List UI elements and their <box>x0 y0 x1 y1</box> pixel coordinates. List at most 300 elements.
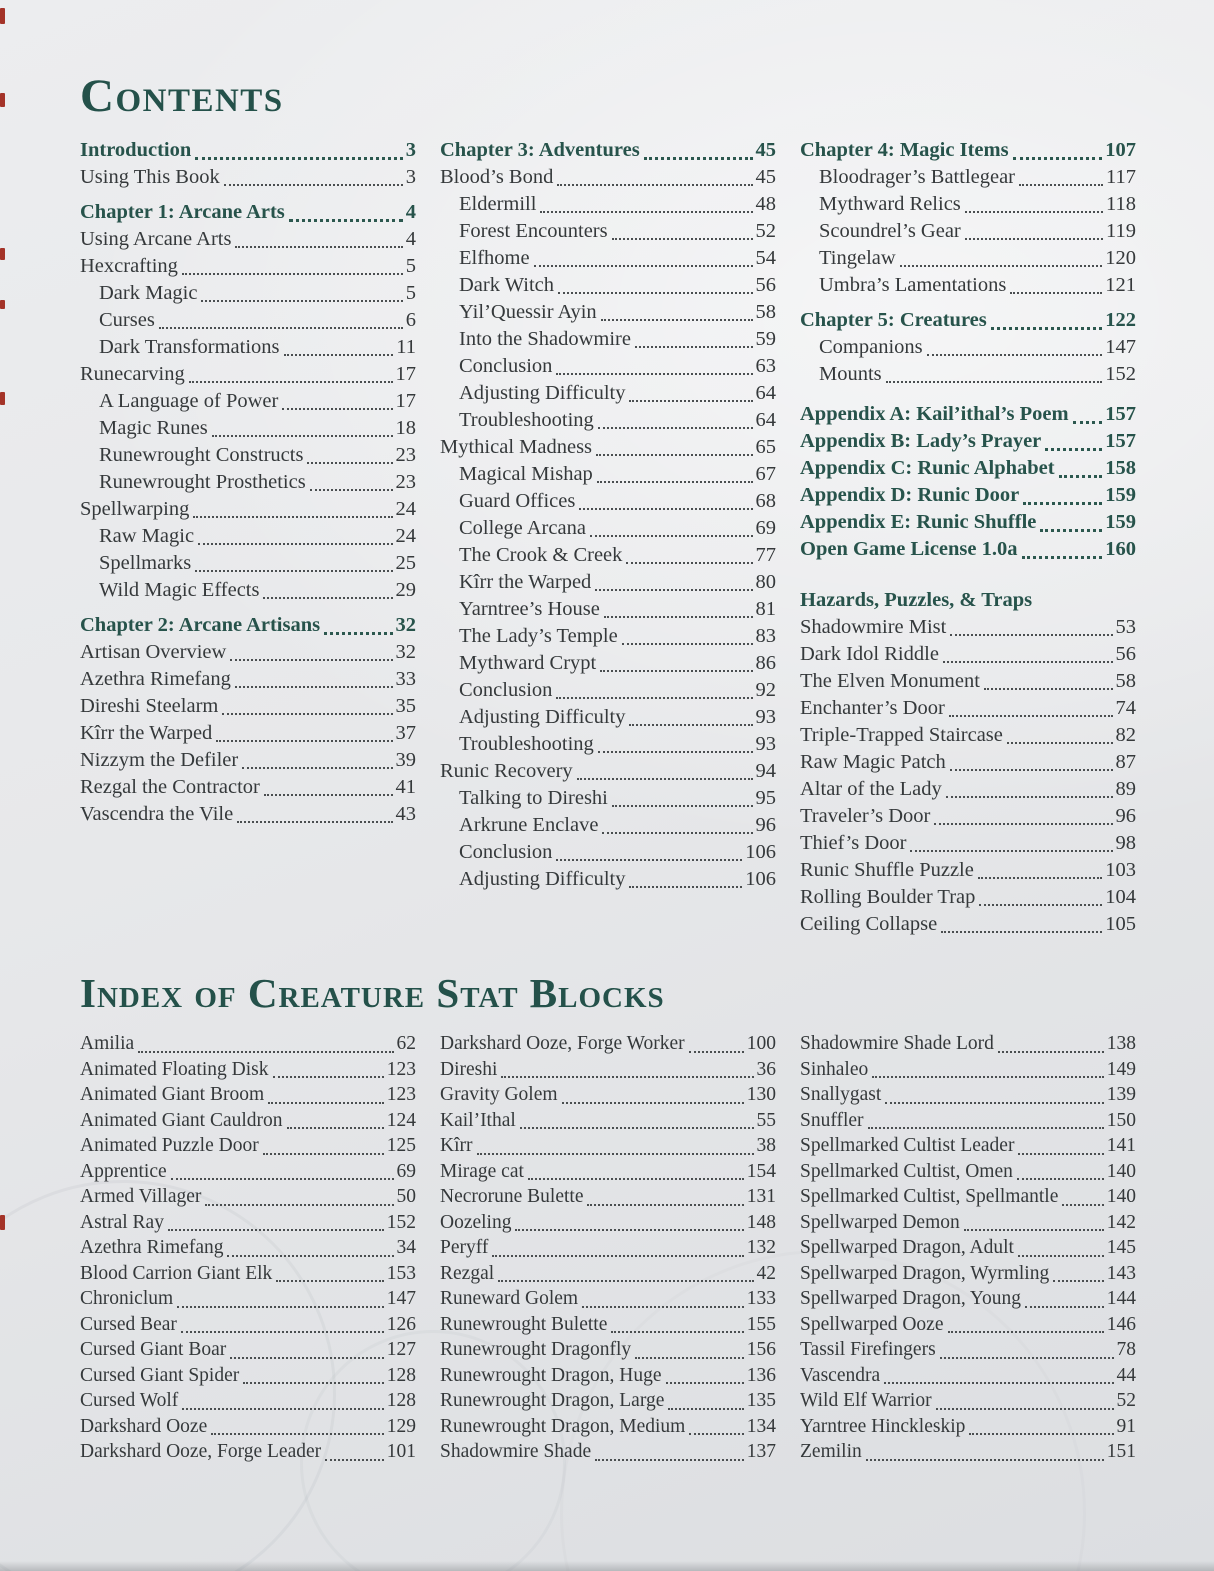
entry-label: Amilia <box>80 1033 135 1055</box>
page-number: 131 <box>746 1186 776 1208</box>
page-number: 157 <box>1105 430 1136 453</box>
dot-leader <box>868 1127 1104 1129</box>
entry-label: Yil’Quessir Ayin <box>459 301 597 324</box>
entry-label: Direshi Steelarm <box>80 695 219 718</box>
page-number: 24 <box>395 525 416 548</box>
page-number: 95 <box>755 787 776 810</box>
entry-label: Dark Idol Riddle <box>800 643 939 666</box>
page-number: 32 <box>395 614 416 637</box>
toc-entry-row <box>80 801 416 828</box>
entry-label: Yarntree Hinckleskip <box>800 1415 966 1437</box>
toc-entry-row <box>80 1388 416 1414</box>
entry-label: Kail’Ithal <box>440 1109 516 1131</box>
dot-leader <box>622 643 753 645</box>
entry-label: Cursed Giant Boar <box>80 1339 227 1361</box>
dot-leader <box>927 354 1103 356</box>
page-number: 63 <box>755 355 776 378</box>
toc-entry-row <box>80 666 416 693</box>
dot-leader <box>612 805 753 807</box>
entry-label: Guard Offices <box>459 490 576 513</box>
entry-label: Snuffler <box>800 1109 864 1131</box>
page-number: 41 <box>395 776 416 799</box>
toc-entry-row <box>440 758 776 785</box>
page-number: 101 <box>386 1441 416 1463</box>
dot-leader <box>1007 742 1113 744</box>
dot-leader <box>629 400 752 402</box>
toc-entry-row <box>80 1363 416 1389</box>
toc-entry-row <box>80 1184 416 1210</box>
toc-entry-row <box>440 1363 776 1389</box>
toc-entry-row <box>440 1057 776 1083</box>
dot-leader <box>602 832 752 834</box>
entry-label: Magic Runes <box>99 417 208 440</box>
dot-leader <box>212 435 393 437</box>
entry-label: Rolling Boulder Trap <box>800 886 976 909</box>
page-number: 32 <box>395 641 416 664</box>
dot-leader <box>235 246 402 248</box>
toc-entry-row <box>80 1210 416 1236</box>
dot-leader <box>195 157 402 160</box>
page-number: 128 <box>386 1364 416 1386</box>
entry-label: Bloodrager’s Battlegear <box>819 166 1016 189</box>
entry-label: Spellmarked Cultist Leader <box>800 1135 1015 1157</box>
toc-entry-row <box>440 218 776 245</box>
page-number: 103 <box>1105 859 1136 882</box>
entry-label: Mythward Crypt <box>459 652 597 675</box>
creature-index <box>80 1031 1136 1465</box>
entry-label: Vascendra <box>800 1364 881 1386</box>
page-number: 123 <box>386 1084 416 1106</box>
dot-leader <box>558 292 752 294</box>
entry-label: Tassil Firefingers <box>800 1339 936 1361</box>
toc-entry-row <box>80 774 416 801</box>
page-number: 156 <box>746 1339 776 1361</box>
entry-label: Azethra Rimefang <box>80 668 231 691</box>
entry-label: Chroniclum <box>80 1288 174 1310</box>
entry-label: Runecarving <box>80 363 185 386</box>
entry-label: Troubleshooting <box>459 733 594 756</box>
dot-leader <box>193 516 392 518</box>
entry-label: A Language of Power <box>99 390 279 413</box>
page-number: 23 <box>395 444 416 467</box>
page-number: 158 <box>1105 457 1136 480</box>
toc-entry-row <box>800 1210 1136 1236</box>
entry-label: Yarntree’s House <box>459 598 600 621</box>
dot-leader <box>284 354 394 356</box>
toc-entry-row <box>80 1439 416 1465</box>
dot-leader <box>282 408 392 410</box>
toc-entry-row <box>800 1439 1136 1465</box>
dot-leader <box>1022 556 1103 559</box>
entry-label: Astral Ray <box>80 1211 164 1233</box>
dot-leader <box>872 1076 1104 1078</box>
page-number: 147 <box>1105 336 1136 359</box>
entry-label: The Crook & Creek <box>459 544 623 567</box>
toc-entry-row <box>800 803 1136 830</box>
dot-leader <box>289 219 403 222</box>
dot-leader <box>498 1280 753 1282</box>
entry-label: Rezgal <box>440 1262 495 1284</box>
page-number: 128 <box>386 1390 416 1412</box>
dot-leader <box>263 1153 384 1155</box>
page-number: 4 <box>405 228 416 251</box>
dot-leader <box>941 931 1102 933</box>
dot-leader <box>629 724 752 726</box>
entry-label: Cursed Giant Spider <box>80 1364 240 1386</box>
toc-chapter-row <box>800 536 1136 563</box>
dot-leader <box>886 381 1103 383</box>
toc-entry-row <box>800 245 1136 272</box>
dot-leader <box>222 713 392 715</box>
page-number: 64 <box>755 382 776 405</box>
toc-entry-row <box>800 1057 1136 1083</box>
toc-entry-row <box>440 1031 776 1057</box>
dot-leader <box>635 1357 744 1359</box>
entry-label: Thief’s Door <box>800 832 907 855</box>
entry-label: Chapter 1: Arcane Arts <box>80 201 285 224</box>
dot-leader <box>324 632 392 635</box>
entry-label: Darkshard Ooze, Forge Leader <box>80 1441 322 1463</box>
entry-label: Adjusting Difficulty <box>459 382 626 405</box>
page-number: 93 <box>755 733 776 756</box>
toc-entry-row <box>440 326 776 353</box>
entry-label: Companions <box>819 336 923 359</box>
dot-leader <box>1018 1255 1104 1257</box>
page-number: 159 <box>1105 484 1136 507</box>
toc-entry-row <box>440 407 776 434</box>
dot-leader <box>1023 502 1102 505</box>
entry-label: Kîrr the Warped <box>80 722 213 745</box>
dot-leader <box>969 1433 1113 1435</box>
page-number: 157 <box>1105 403 1136 426</box>
entry-label: Apprentice <box>80 1160 167 1182</box>
entry-label: Shadowmire Mist <box>800 616 947 639</box>
entry-label: Conclusion <box>459 679 553 702</box>
page-number: 121 <box>1105 274 1136 297</box>
page-number: 160 <box>1105 538 1136 561</box>
toc-entry-row <box>800 1133 1136 1159</box>
page-number: 36 <box>756 1058 776 1080</box>
entry-label: Shadowmire Shade Lord <box>800 1033 994 1055</box>
dot-leader <box>242 767 392 769</box>
dot-leader <box>205 1204 393 1206</box>
entry-label: Raw Magic Patch <box>800 751 946 774</box>
entry-label: Runeward Golem <box>440 1288 579 1310</box>
toc-entry-row <box>80 1031 416 1057</box>
toc-entry-row <box>800 1414 1136 1440</box>
toc-entry-row <box>80 469 416 496</box>
entry-label: Spellmarked Cultist, Omen <box>800 1160 1013 1182</box>
entry-label: Blood’s Bond <box>440 166 554 189</box>
page-number: 5 <box>405 282 416 305</box>
page-number: 43 <box>395 803 416 826</box>
toc-entry-row <box>440 488 776 515</box>
dot-leader <box>668 1408 743 1410</box>
toc-entry-row <box>80 1159 416 1185</box>
entry-label: Chapter 2: Arcane Artisans <box>80 614 321 637</box>
toc-entry-row <box>800 164 1136 191</box>
dot-leader <box>520 1127 754 1129</box>
page-number: 65 <box>755 436 776 459</box>
toc-entry-row <box>800 695 1136 722</box>
entry-label: Necrorune Bulette <box>440 1186 584 1208</box>
page-number: 153 <box>386 1262 416 1284</box>
dot-leader <box>984 688 1113 690</box>
entry-label: Chapter 3: Adventures <box>440 139 640 162</box>
entry-label: Runewrought Bulette <box>440 1313 608 1335</box>
dot-leader <box>211 1433 384 1435</box>
page-number: 55 <box>756 1109 776 1131</box>
toc-entry-row <box>440 812 776 839</box>
dot-leader <box>611 1331 743 1333</box>
dot-leader <box>216 740 392 742</box>
entry-label: Triple-Trapped Staircase <box>800 724 1003 747</box>
page-number: 83 <box>755 625 776 648</box>
dot-leader <box>307 462 392 464</box>
entry-label: Runewrought Dragon, Medium <box>440 1415 686 1437</box>
page-number: 50 <box>396 1186 416 1208</box>
dot-leader <box>601 319 753 321</box>
dot-leader <box>1013 157 1103 160</box>
entry-label: Shadowmire Shade <box>440 1441 592 1463</box>
entry-label: Curses <box>99 309 155 332</box>
dot-leader <box>666 1382 744 1384</box>
entry-label: Traveler’s Door <box>800 805 931 828</box>
entry-label: Into the Shadowmire <box>459 328 631 351</box>
dot-leader <box>224 184 403 186</box>
dot-leader <box>1073 421 1103 424</box>
page-number: 135 <box>746 1390 776 1412</box>
toc-entry-row <box>800 191 1136 218</box>
entry-label: Zemilin <box>800 1441 862 1463</box>
dot-leader <box>182 273 403 275</box>
toc-entry-row <box>440 542 776 569</box>
page-number: 82 <box>1115 724 1136 747</box>
page-number: 38 <box>756 1135 776 1157</box>
dot-leader <box>595 1459 744 1461</box>
entry-label: Runic Shuffle Puzzle <box>800 859 974 882</box>
entry-label: Runewrought Prosthetics <box>99 471 306 494</box>
page-number: 119 <box>1106 220 1136 243</box>
page-number: 37 <box>395 722 416 745</box>
toc-entry-row <box>80 1261 416 1287</box>
entry-label: Adjusting Difficulty <box>459 706 626 729</box>
page-number: 123 <box>386 1058 416 1080</box>
contents-title: Contents <box>80 70 284 122</box>
entry-label: Armed Villager <box>80 1186 202 1208</box>
page-number: 74 <box>1115 697 1136 720</box>
dot-leader <box>934 823 1112 825</box>
dot-leader <box>1062 1204 1103 1206</box>
toc-entry-row <box>800 1235 1136 1261</box>
dot-leader <box>598 427 753 429</box>
dot-leader <box>1019 184 1103 186</box>
toc-entry-row <box>80 747 416 774</box>
toc-entry-row <box>440 1414 776 1440</box>
entry-label: Spellmarked Cultist, Spellmantle <box>800 1186 1059 1208</box>
dot-leader <box>138 1051 393 1053</box>
dot-leader <box>263 597 392 599</box>
dot-leader <box>540 211 752 213</box>
toc-entry-row <box>440 1184 776 1210</box>
toc-entry-row <box>440 650 776 677</box>
dot-leader <box>182 1408 383 1410</box>
entry-label: Dark Magic <box>99 282 198 305</box>
entry-label: College Arcana <box>459 517 586 540</box>
dot-leader <box>534 265 753 267</box>
page-number: 42 <box>756 1262 776 1284</box>
dot-leader <box>159 327 403 329</box>
dot-leader <box>950 769 1113 771</box>
toc-entry-row <box>800 722 1136 749</box>
dot-leader <box>492 1255 743 1257</box>
page-number: 137 <box>746 1441 776 1463</box>
page-number: 104 <box>1105 886 1136 909</box>
entry-label: Open Game License 1.0a <box>800 538 1018 561</box>
entry-label: Using Arcane Arts <box>80 228 232 251</box>
dot-leader <box>168 1229 384 1231</box>
dot-leader <box>557 184 752 186</box>
page-number: 105 <box>1105 913 1136 936</box>
dot-leader <box>195 570 392 572</box>
entry-label: Using This Book <box>80 166 220 189</box>
entry-label: Artisan Overview <box>80 641 227 664</box>
toc-entry-row <box>80 523 416 550</box>
toc-entry-row <box>800 614 1136 641</box>
toc-chapter-row <box>80 612 416 639</box>
page-number: 34 <box>396 1237 416 1259</box>
page-number: 96 <box>1115 805 1136 828</box>
page-number: 117 <box>1106 166 1136 189</box>
entry-label: Runewrought Constructs <box>99 444 304 467</box>
page-number: 35 <box>395 695 416 718</box>
entry-label: Conclusion <box>459 355 553 378</box>
entry-label: Darkshard Ooze, Forge Worker <box>440 1033 685 1055</box>
page-number: 45 <box>755 166 776 189</box>
dot-leader <box>629 886 742 888</box>
page-number: 140 <box>1106 1186 1136 1208</box>
page-number: 120 <box>1105 247 1136 270</box>
page-number: 94 <box>755 760 776 783</box>
entry-label: Appendix D: Runic Door <box>800 484 1020 507</box>
entry-label: Azethra Rimefang <box>80 1237 224 1259</box>
dot-leader <box>201 300 402 302</box>
index-column-1 <box>80 1031 416 1465</box>
dot-leader <box>635 346 753 348</box>
dot-leader <box>612 238 753 240</box>
toc-entry-row <box>80 415 416 442</box>
entry-label: Arkrune Enclave <box>459 814 599 837</box>
page-number: 145 <box>1106 1237 1136 1259</box>
entry-label: Introduction <box>80 139 192 162</box>
toc-entry-row <box>440 380 776 407</box>
entry-label: Sinhaleo <box>800 1058 869 1080</box>
toc-entry-row <box>80 164 416 191</box>
toc-entry-row <box>440 353 776 380</box>
page-number: 18 <box>395 417 416 440</box>
toc-entry-row <box>800 1108 1136 1134</box>
toc-entry-row <box>440 704 776 731</box>
page-number: 159 <box>1105 511 1136 534</box>
entry-label: Troubleshooting <box>459 409 594 432</box>
dot-leader <box>600 670 752 672</box>
dot-leader <box>943 661 1113 663</box>
toc-entry-row <box>800 1388 1136 1414</box>
toc-entry-row <box>800 1082 1136 1108</box>
entry-label: Wild Magic Effects <box>99 579 260 602</box>
toc-entry-row <box>80 550 416 577</box>
entry-label: Altar of the Lady <box>800 778 942 801</box>
dot-leader <box>477 1153 754 1155</box>
toc-entry-row <box>80 1312 416 1338</box>
dot-leader <box>689 1051 744 1053</box>
dot-leader <box>198 543 392 545</box>
page-number: 39 <box>395 749 416 772</box>
page-number: 143 <box>1106 1262 1136 1284</box>
toc-entry-row <box>440 515 776 542</box>
entry-label: The Lady’s Temple <box>459 625 618 648</box>
page-number: 44 <box>1116 1364 1136 1386</box>
page-number: 64 <box>755 409 776 432</box>
entry-label: Spellwarped Demon <box>800 1211 960 1233</box>
page-number: 56 <box>1115 643 1136 666</box>
page-number: 152 <box>386 1211 416 1233</box>
dot-leader <box>626 562 752 564</box>
dot-leader <box>230 659 392 661</box>
page-number: 148 <box>746 1211 776 1233</box>
toc-entry-row <box>440 164 776 191</box>
page-number: 52 <box>1116 1390 1136 1412</box>
dot-leader <box>235 686 393 688</box>
entry-label: Cursed Bear <box>80 1313 177 1335</box>
page-number: 68 <box>755 490 776 513</box>
toc-entry-row <box>440 245 776 272</box>
entry-label: Animated Giant Cauldron <box>80 1109 283 1131</box>
entry-label: Rezgal the Contractor <box>80 776 260 799</box>
entry-label: Wild Elf Warrior <box>800 1390 932 1412</box>
entry-label: Appendix A: Kail’ithal’s Poem <box>800 403 1069 426</box>
toc-entry-row <box>80 1286 416 1312</box>
index-column-3 <box>800 1031 1136 1465</box>
toc-entry-row <box>80 1235 416 1261</box>
entry-label: Spellmarks <box>99 552 192 575</box>
dot-leader <box>979 904 1102 906</box>
dot-leader <box>644 157 753 160</box>
entry-label: Hexcrafting <box>80 255 178 278</box>
toc-chapter-row <box>800 137 1136 164</box>
entry-label: Spellwarped Dragon, Young <box>800 1288 1021 1310</box>
dot-leader <box>1010 292 1102 294</box>
entry-label: Scoundrel’s Gear <box>819 220 961 243</box>
entry-label: Tingelaw <box>819 247 896 270</box>
entry-label: Adjusting Difficulty <box>459 868 626 891</box>
toc-column-2 <box>440 137 776 893</box>
page-number: 141 <box>1106 1135 1136 1157</box>
toc-entry-row <box>440 191 776 218</box>
dot-leader <box>1045 448 1102 451</box>
toc-entry-row <box>80 1414 416 1440</box>
entry-label: Eldermill <box>459 193 537 216</box>
entry-label: Cursed Wolf <box>80 1390 179 1412</box>
entry-label: Raw Magic <box>99 525 195 548</box>
entry-label: Appendix C: Runic Alphabet <box>800 457 1055 480</box>
dot-leader <box>590 535 753 537</box>
page-number: 93 <box>755 706 776 729</box>
toc-entry-row <box>800 1363 1136 1389</box>
dot-leader <box>1025 1306 1104 1308</box>
page-number: 147 <box>386 1288 416 1310</box>
entry-label: Elfhome <box>459 247 530 270</box>
